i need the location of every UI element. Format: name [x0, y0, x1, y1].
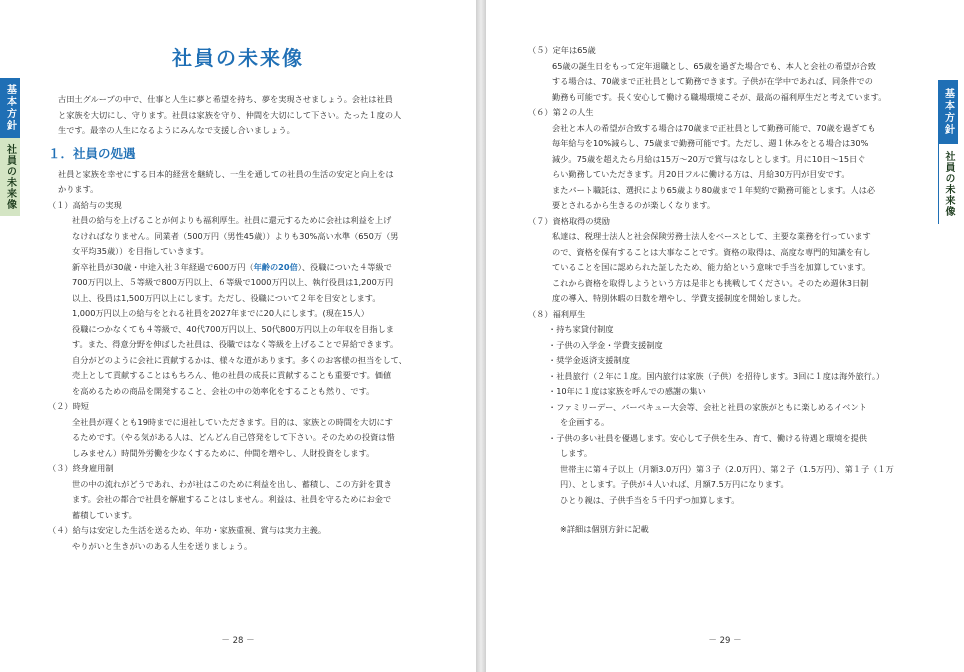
list-item-continuation: します。: [560, 448, 593, 458]
right-page-content: [528, 43, 923, 538]
page-number: － 28 －: [221, 636, 255, 646]
item-line: これから資格を取得しようという方は是非とも挑戦してください。そのため週休3日制: [552, 277, 869, 288]
intro-paragraph: [48, 92, 448, 139]
item-line: 蓄積しています。: [72, 509, 137, 520]
section-intro-line: かります。: [58, 184, 99, 194]
item-line: 世の中の流れがどうであれ、わが社はこのために利益を出し、蓄積し、この方針を貫き: [72, 478, 392, 489]
section-intro: [48, 167, 448, 198]
item-line: 毎年給与を10%減らし、75歳まで勤務可能です。ただし、週１休みをとる場合は30%: [552, 138, 869, 148]
benefits-list: [528, 322, 923, 538]
item-body: [48, 477, 448, 524]
item-line: 自分がどのように会社に貢献するかは、様々な道があります。多くのお客様の担当をして、: [72, 354, 407, 365]
list-item: ・ファミリーデー、バーベキュー大会等、会社と社員の家族がともに楽しめるイベント: [548, 401, 867, 412]
item-body: [528, 121, 923, 214]
item-line: を高めるための商品を開発すること、会社の中の効率化をすることも然り、です。: [72, 385, 375, 396]
item-line: ます。会社の都合で社員を解雇することはしません。利益は、社員を守るためにお金で: [72, 494, 392, 504]
item-body: [48, 539, 448, 555]
item-line: るためです。（やる気がある人は、どんどん自己啓発をして下さい。そのための投資は惜: [72, 432, 395, 442]
intro-line: と家族を大切にし、守ります。社員は家族を守り、仲間を大切にして下さい。たった１度の人: [58, 109, 402, 120]
item-body: [528, 229, 923, 307]
item-line: 勤務も可能です。長く安心して働ける職場環境こそが、最高の福利厚生だと考えています。: [552, 91, 887, 102]
item-line-highlight: [72, 260, 448, 276]
item-line: 私達は、税理士法人と社会保険労務士法人をベースとして、主要な業務を行っています: [552, 231, 871, 241]
item-line: 減少。75歳を超えたら月給は15万～20万で賞与はなしとします。月に10日～15日ぐ: [552, 153, 866, 164]
item-line: 全社員が遅くとも19時までに退社していただきます。目的は、家族との時間を大切にす: [72, 416, 393, 427]
item-title: （４）給与は安定した生活を送るため、年功・家族重視、賞与は実力主義。: [48, 525, 327, 535]
item-line: またパート職託は、選択により65歳より80歳まで１年契約で勤務可能とします。人は必: [552, 184, 876, 195]
note: ※詳細は個別方針に記載: [560, 524, 649, 534]
left-page-content: [48, 92, 448, 554]
highlight-text: 年齢の20倍: [253, 261, 298, 272]
intro-line: 古田土グループの中で、仕事と人生に夢と希望を持ち、夢を実現させましょう。会社は社員: [58, 94, 393, 104]
item-line: らい勤務していただきます。月20日フルに働ける方は、月給30万円が目安です。: [552, 169, 850, 179]
item-line: 以上、役員は1,500万円以上にします。ただし、役職について２年を目安とします。: [72, 292, 381, 303]
page-number-right: － 29 －: [708, 636, 742, 646]
tab-primary-label: 基本方針: [0, 78, 20, 138]
child-allowance-detail: [548, 462, 923, 509]
item-line: 65歳の誕生日をもって定年退職とし、65歳を過ぎた場合でも、本人と会社の希望が合致: [552, 60, 876, 71]
item-line: 役職につかなくても４等級で、40代700万円以上、50代800万円以上の年収を目指しま: [72, 323, 394, 334]
item-line: なければなりません。同業者（500万円（男性45歳））よりも30%高い水準（650万（男: [72, 230, 399, 241]
item-line: 女平均35歳））を目指していきます。: [72, 246, 209, 256]
item-line: 700万円以上、５等級で800万円以上、６等級で1000万円以上、執行役員は1,200万円: [72, 277, 394, 287]
item-body: [528, 59, 923, 106]
item-line: 1,000万円以上の給与をとれる社員を2027年までに20人にします。(現在15人）: [72, 308, 369, 318]
right-side-tab: [938, 80, 958, 224]
item-title: （３）終身雇用制: [48, 463, 114, 473]
list-item-continuation: を企画する。: [560, 417, 610, 427]
item-line: ていることを国に認められた証したため、能力給という意味で手当を加算しています。: [552, 262, 871, 272]
tab-primary-label-right: 基本方針: [938, 80, 958, 144]
item-line: す。また、得意分野を伸ばした社員は、役職ではなく等級を上げることで昇給できます。: [72, 339, 399, 349]
item-line: ので、資格を保有することは大事なことです。資格の取得は、高度な専門的知識を有し: [552, 246, 871, 257]
section-heading: １．社員の処遇: [48, 145, 136, 161]
tab-secondary-label-right: 社員の未来像: [938, 144, 958, 224]
list-item: ・社員旅行（２年に１度。国内旅行は家族（子供）を招待します。3回に１度は海外旅行。）: [548, 370, 885, 381]
page-gutter: [476, 0, 486, 672]
list-item: ・子供の多い社員を優遇します。安心して子供を生み、育て、働ける待遇と環境を提供: [548, 432, 867, 443]
section-intro-line: 社員と家族を幸せにする日本的経営を継続し、一生を通しての社員の生活の安定と向上をは: [58, 168, 394, 179]
item-line: 度の導入、特別休暇の日数を増やし、学費支援制度を開始しました。: [552, 293, 806, 303]
list-item: ・持ち家貸付制度: [548, 324, 614, 334]
list-item: ・子供の入学金・学費支援制度: [548, 339, 663, 350]
item-line: する場合は、70歳まで正社員として勤務できます。子供が在学中であれば、同条件での: [552, 76, 873, 86]
item-title: （１）高給与の実現: [48, 199, 122, 210]
list-item: ・奨学金返済支援制度: [548, 355, 630, 365]
text-segment: 新卒社員が30歳・中途入社３年経過で600万円（: [72, 261, 254, 272]
item-line: 会社と本人の希望が合致する場合は70歳まで正社員として勤務可能で、70歳を過ぎても: [552, 122, 876, 133]
item-title: （７）資格取得の奨励: [528, 215, 610, 226]
item-body: [48, 213, 448, 399]
left-side-tab: [0, 78, 20, 216]
item-title: （８）福利厚生: [528, 308, 586, 319]
item-line: 売上として貢献することはもちろん、他の社員の成長に貢献することも重要です。価値: [72, 370, 392, 380]
item-line: やりがいと生きがいのある人生を送りましょう。: [72, 540, 253, 551]
list-item: ・10年に１度は家族を呼んでの感謝の集い: [548, 386, 706, 396]
text-segment: ）、役職についた４等級で: [297, 261, 392, 272]
tab-secondary-label: 社員の未来像: [0, 138, 20, 216]
item-line: 要とされるから生きるのが楽しくなります。: [552, 200, 716, 210]
page-title: 社員の未来像: [172, 46, 304, 70]
item-body: [48, 415, 448, 462]
detail-line: 世帯主に第４子以上（月額3.0万円）第３子（2.0万円）、第２子（1.5万円）、第１子（１万: [560, 463, 894, 474]
item-title: （５）定年は65歳: [528, 45, 596, 55]
detail-line: ひとり親は、子供手当を５千円ずつ加算します。: [560, 494, 740, 505]
intro-line: 生です。最幸の人生になるようにみんなで支援し合いましょう。: [58, 125, 295, 135]
detail-line: 円）、とします。子供が４人いれば、月額7.5万円になります。: [560, 479, 789, 489]
item-title: （２）時短: [48, 401, 89, 411]
item-title: （６）第２の人生: [528, 107, 594, 117]
item-line: しみません）時間外労働を少なくするために、仲間を増やし、人財投資をします。: [72, 447, 375, 458]
item-line: 社員の給与を上げることが何よりも福利厚生。社員に還元するために会社は利益を上げ: [72, 215, 392, 225]
